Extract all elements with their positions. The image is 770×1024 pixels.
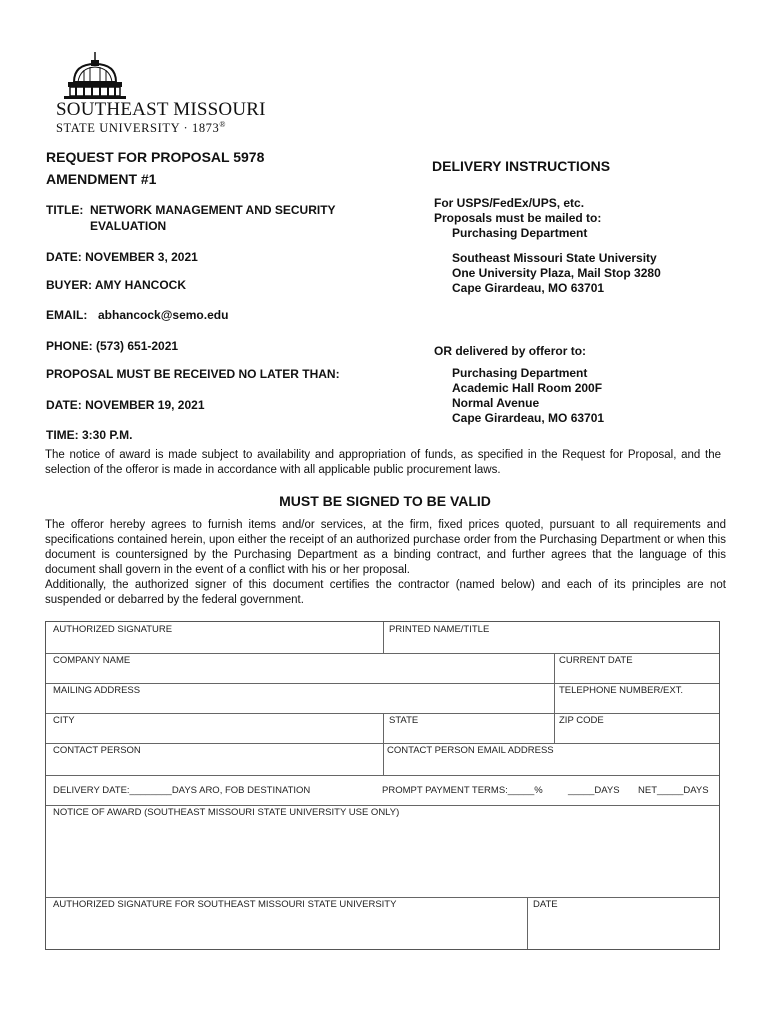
title-value-line1: NETWORK MANAGEMENT AND SECURITY xyxy=(90,203,336,217)
rfp-title: REQUEST FOR PROPOSAL 5978 xyxy=(46,149,265,165)
delivery-address-line4: Cape Girardeau, MO 63701 xyxy=(452,411,605,425)
delivery-date-field[interactable]: DELIVERY DATE:________DAYS ARO, FOB DESTINATION xyxy=(53,785,311,796)
payment-days-field[interactable]: _____DAYS xyxy=(568,785,620,796)
city-field[interactable]: CITY xyxy=(53,715,75,726)
telephone-field[interactable]: TELEPHONE NUMBER/EXT. xyxy=(559,685,684,696)
logo-name: SOUTHEAST MISSOURI xyxy=(56,99,266,120)
issue-date: DATE: NOVEMBER 3, 2021 xyxy=(46,250,198,264)
email-value[interactable]: abhancock@semo.edu xyxy=(98,308,229,322)
authorized-signature-field[interactable]: AUTHORIZED SIGNATURE xyxy=(53,624,173,635)
notice-paragraph: The notice of award is made subject to availability and appropriation of funds, as specified in the Request for Proposal, and the selection of the offeror is made in accordance with all applicable public procurement laws. xyxy=(45,449,721,476)
notice-of-award-field[interactable]: NOTICE OF AWARD (SOUTHEAST MISSOURI STATE UNIVERSITY USE ONLY) xyxy=(53,807,400,818)
delivery-address-line2: Academic Hall Room 200F xyxy=(452,381,603,395)
agreement-paragraph: The offeror hereby agrees to furnish items and/or services, at the firm, fixed prices quoted, pursuant to all requirements and specifications contained herein, upon either the receipt of an authorized purchase order from the Purchasing Department or when this document is countersigned by the Purchasing Department as a binding contract, and further agrees that the language of this document shall govern in the event of a conflict with his or her proposal. xyxy=(45,519,726,576)
mail-address-line2: One University Plaza, Mail Stop 3280 xyxy=(452,266,661,280)
semo-signature-field[interactable]: AUTHORIZED SIGNATURE FOR SOUTHEAST MISSOURI STATE UNIVERSITY xyxy=(53,899,397,910)
logo-subtitle: STATE UNIVERSITY · 1873® xyxy=(56,120,227,136)
semo-date-field[interactable]: DATE xyxy=(533,899,558,910)
mail-line3: Purchasing Department xyxy=(452,226,588,240)
delivery-address-line3: Normal Avenue xyxy=(452,396,540,410)
mailing-address-field[interactable]: MAILING ADDRESS xyxy=(53,685,141,696)
title-value-line2: EVALUATION xyxy=(90,219,167,233)
current-date-field[interactable]: CURRENT DATE xyxy=(559,655,633,666)
phone: PHONE: (573) 651-2021 xyxy=(46,339,179,353)
state-field[interactable]: STATE xyxy=(389,715,419,726)
mail-address-line1: Southeast Missouri State University xyxy=(452,251,657,265)
certify-paragraph: Additionally, the authorized signer of this document certifies the contractor (named below) and each of its principles are not suspended or debarred by the federal government. xyxy=(45,579,726,606)
net-days-field[interactable]: NET_____DAYS xyxy=(638,785,709,796)
deadline-heading: PROPOSAL MUST BE RECEIVED NO LATER THAN: xyxy=(46,367,340,381)
printed-name-field[interactable]: PRINTED NAME/TITLE xyxy=(389,624,490,635)
deadline-time: TIME: 3:30 P.M. xyxy=(46,428,133,442)
company-name-field[interactable]: COMPANY NAME xyxy=(53,655,131,666)
zip-code-field[interactable]: ZIP CODE xyxy=(559,715,604,726)
contact-email-field[interactable]: CONTACT PERSON EMAIL ADDRESS xyxy=(387,745,554,756)
delivery-heading: DELIVERY INSTRUCTIONS xyxy=(432,158,611,174)
mail-address-line3: Cape Girardeau, MO 63701 xyxy=(452,281,605,295)
mail-line2: Proposals must be mailed to: xyxy=(434,211,602,225)
email-label: EMAIL: xyxy=(46,308,88,322)
academic-hall-dome-icon xyxy=(60,52,130,100)
registered-mark: ® xyxy=(219,120,227,129)
delivery-address-line1: Purchasing Department xyxy=(452,366,588,380)
must-sign-heading: MUST BE SIGNED TO BE VALID xyxy=(279,493,491,509)
title-label: TITLE: xyxy=(46,203,84,217)
deadline-date: DATE: NOVEMBER 19, 2021 xyxy=(46,398,205,412)
signature-form xyxy=(45,621,720,950)
rfp-amendment: AMENDMENT #1 xyxy=(46,171,157,187)
or-delivered-line: OR delivered by offeror to: xyxy=(434,344,587,358)
contact-person-field[interactable]: CONTACT PERSON xyxy=(53,745,141,756)
prompt-payment-field[interactable]: PROMPT PAYMENT TERMS:_____% xyxy=(382,785,543,796)
mail-line1: For USPS/FedEx/UPS, etc. xyxy=(434,196,585,210)
buyer: BUYER: AMY HANCOCK xyxy=(46,278,187,292)
